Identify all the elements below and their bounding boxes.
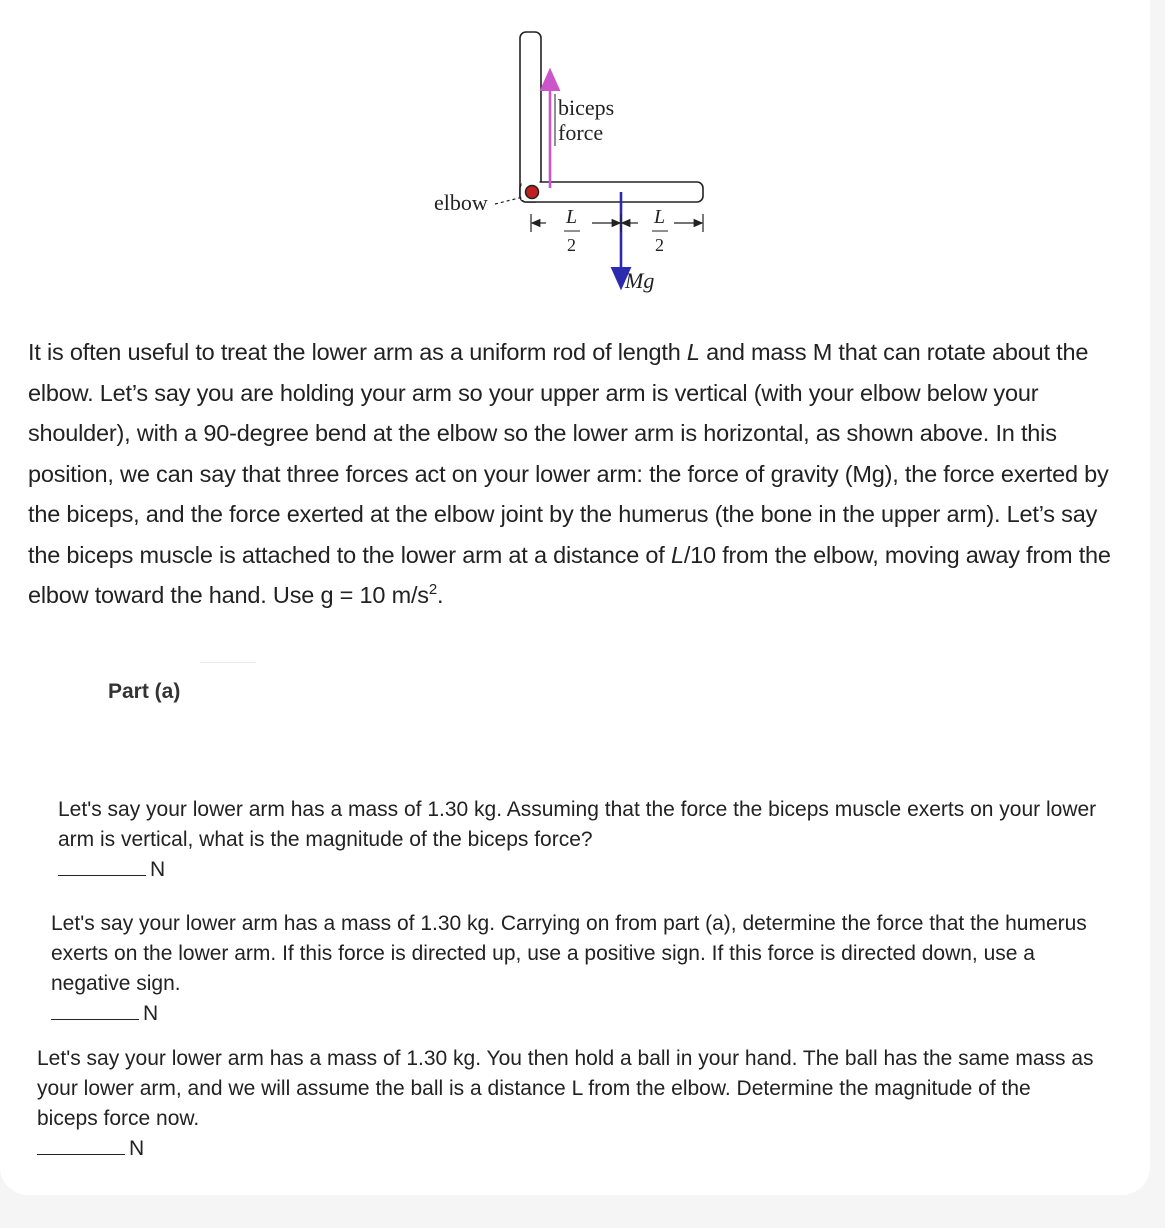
problem-intro	[28, 332, 1133, 616]
question-1	[58, 795, 1098, 885]
elbow-joint	[526, 186, 539, 199]
question-3-text: Let's say your lower arm has a mass of 1.30 kg. You then hold a ball in your hand. The ball has the same mass as your lower arm, and we will assume the ball is a distance L from the elbow. Determine the magnitude of the biceps force now.	[37, 1047, 1094, 1130]
answer-blank-2[interactable]	[51, 999, 139, 1020]
divider	[200, 662, 256, 663]
answer-blank-3[interactable]	[37, 1134, 125, 1155]
question-3-answer	[37, 1134, 1097, 1164]
biceps-label-line1: biceps	[558, 95, 615, 120]
elbow-label: elbow	[434, 190, 488, 215]
question-2-answer	[51, 999, 1111, 1029]
question-1-answer	[58, 855, 1098, 885]
unit-2: N	[143, 1002, 159, 1025]
part-a-label: Part (a)	[108, 680, 181, 703]
dimension-right-numerator: L	[654, 206, 666, 228]
intro-length-symbol: L	[686, 339, 700, 365]
dimension-left-numerator: L	[566, 206, 578, 228]
intro-text-1: It is often useful to treat the lower arm as a uniform rod of length	[28, 339, 687, 365]
intro-text-3: /10 from the elbow, moving away from the elbow toward the hand. Use g = 10 m/s	[28, 541, 1111, 608]
arm-force-diagram	[420, 22, 720, 312]
question-2	[51, 909, 1111, 1029]
dimension-right-denominator: 2	[655, 235, 664, 255]
question-1-text: Let's say your lower arm has a mass of 1.30 kg. Assuming that the force the biceps muscle exerts on your lower arm is vertical, what is the magnitude of the biceps force?	[58, 798, 1097, 851]
biceps-label-line2: force	[558, 120, 604, 145]
mg-label: Mg	[625, 268, 655, 293]
intro-exponent: 2	[428, 581, 437, 599]
unit-1: N	[150, 858, 166, 881]
dimension-left-denominator: 2	[567, 235, 576, 255]
intro-text-2: and mass M that can rotate about the elbow. Let’s say you are holding your arm so your upper arm is vertical (with your elbow below your shoulder), with a 90-degree bend at the elbow so the lower arm is horizontal, as shown above. In this position, we can say that three forces act on your lower arm: the force of gravity (Mg), the force exerted by the biceps, and the force exerted at the elbow joint by the humerus (the bone in the upper arm). Let’s say the biceps muscle is attached to the lower arm at a distance of	[28, 339, 1109, 568]
unit-3: N	[129, 1137, 145, 1160]
intro-length-symbol-2: L	[670, 541, 684, 568]
lower-arm-rod	[520, 182, 703, 202]
question-2-text: Let's say your lower arm has a mass of 1.30 kg. Carrying on from part (a), determine the force that the humerus exerts on the lower arm. If this force is directed up, use a positive sign. If this force is directed down, use a negative sign.	[51, 912, 1087, 995]
question-3	[37, 1044, 1097, 1164]
answer-blank-1[interactable]	[58, 855, 146, 876]
upper-arm-rod	[520, 32, 541, 202]
intro-end: .	[436, 582, 444, 608]
